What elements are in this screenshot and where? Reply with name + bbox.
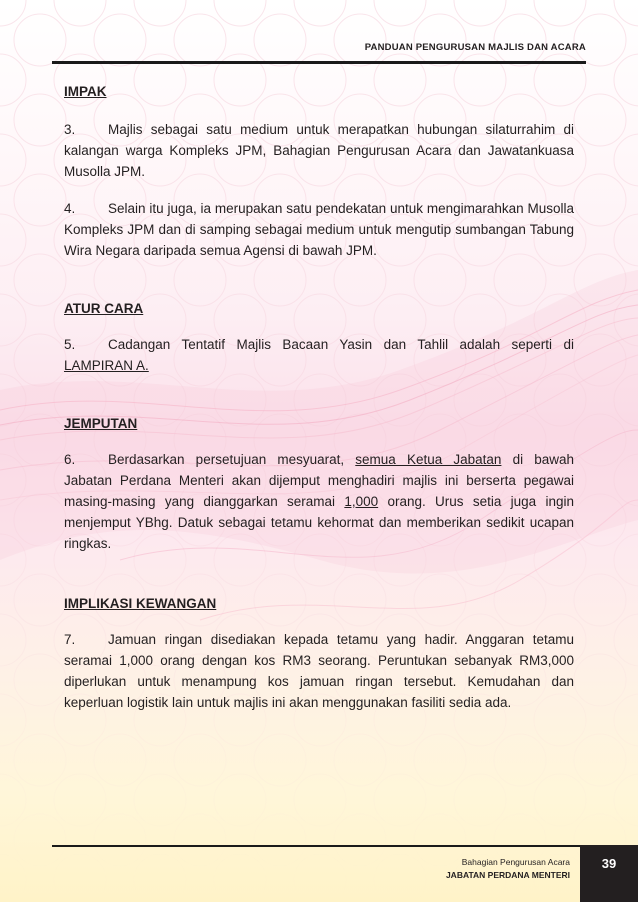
paragraph-text: Selain itu juga, ia merupakan satu pendekatan untuk mengimarahkan Musolla Kompleks JPM dan di samping sebagai medium untuk mengutip sumbangan Tabung Wira Negara daripada semua Agensi di bawah JPM. bbox=[64, 201, 574, 258]
header-rule bbox=[52, 61, 586, 64]
paragraph-text: orang. Urus setia juga ingin menjemput YBhg. Datuk sebagai tetamu kehormat dan memberikan sedikit ucapan ringkas. bbox=[64, 494, 574, 551]
paragraph-5 bbox=[64, 334, 574, 376]
paragraph-number: 3. bbox=[64, 122, 76, 137]
heading-implikasi-kewangan: IMPLIKASI KEWANGAN bbox=[64, 596, 217, 611]
paragraph-text: Berdasarkan persetujuan mesyuarat, bbox=[108, 452, 356, 467]
paragraph-4 bbox=[64, 198, 574, 261]
heading-jemputan: JEMPUTAN bbox=[64, 416, 138, 431]
paragraph-text: Jamuan ringan disediakan kepada tetamu yang hadir. Anggaran tetamu seramai 1,000 orang dengan kos RM3 seorang. Peruntukan sebanyak RM3,000 diperlukan untuk menampung kos jamuan ringan tersebut. Kemudahan dan keperluan logistik lain untuk majlis ini akan menggunakan fasiliti sedia ada. bbox=[64, 632, 574, 710]
footer-division: Bahagian Pengurusan Acara bbox=[461, 857, 570, 867]
main-content bbox=[64, 84, 574, 713]
paragraph-text: di bawah Jabatan Perdana Menteri akan dijemput menghadiri majlis ini berserta pegawai masing-masing yang dianggarkan seramai bbox=[64, 452, 574, 509]
paragraph-3 bbox=[64, 119, 574, 182]
page-number-box bbox=[580, 845, 638, 902]
page-number: 39 bbox=[601, 856, 617, 871]
paragraph-text: Majlis sebagai satu medium untuk merapatkan hubungan silaturrahim di kalangan warga Kompleks JPM, Bahagian Pengurusan Acara dan Jawatankuasa Musolla JPM. bbox=[64, 122, 574, 179]
paragraph-text: Cadangan Tentatif Majlis Bacaan Yasin dan Tahlil adalah seperti di bbox=[108, 337, 574, 352]
paragraph-number: 4. bbox=[64, 201, 76, 216]
heading-impak: IMPAK bbox=[64, 84, 107, 99]
footer-rule bbox=[52, 845, 586, 847]
heading-atur-cara: ATUR CARA bbox=[64, 301, 144, 316]
paragraph-number: 6. bbox=[64, 452, 76, 467]
footer-department: JABATAN PERDANA MENTERI bbox=[445, 870, 570, 880]
paragraph-7 bbox=[64, 629, 574, 713]
paragraph-number: 7. bbox=[64, 632, 76, 647]
running-header: PANDUAN PENGURUSAN MAJLIS DAN ACARA bbox=[364, 42, 586, 53]
paragraph-number: 5. bbox=[64, 337, 76, 352]
underlined-ketua-jabatan: semua Ketua Jabatan bbox=[355, 452, 502, 467]
underlined-guest-count: 1,000 bbox=[344, 494, 379, 509]
footer-agency bbox=[446, 856, 570, 882]
paragraph-6 bbox=[64, 449, 574, 554]
lampiran-a-reference: LAMPIRAN A. bbox=[64, 358, 149, 373]
